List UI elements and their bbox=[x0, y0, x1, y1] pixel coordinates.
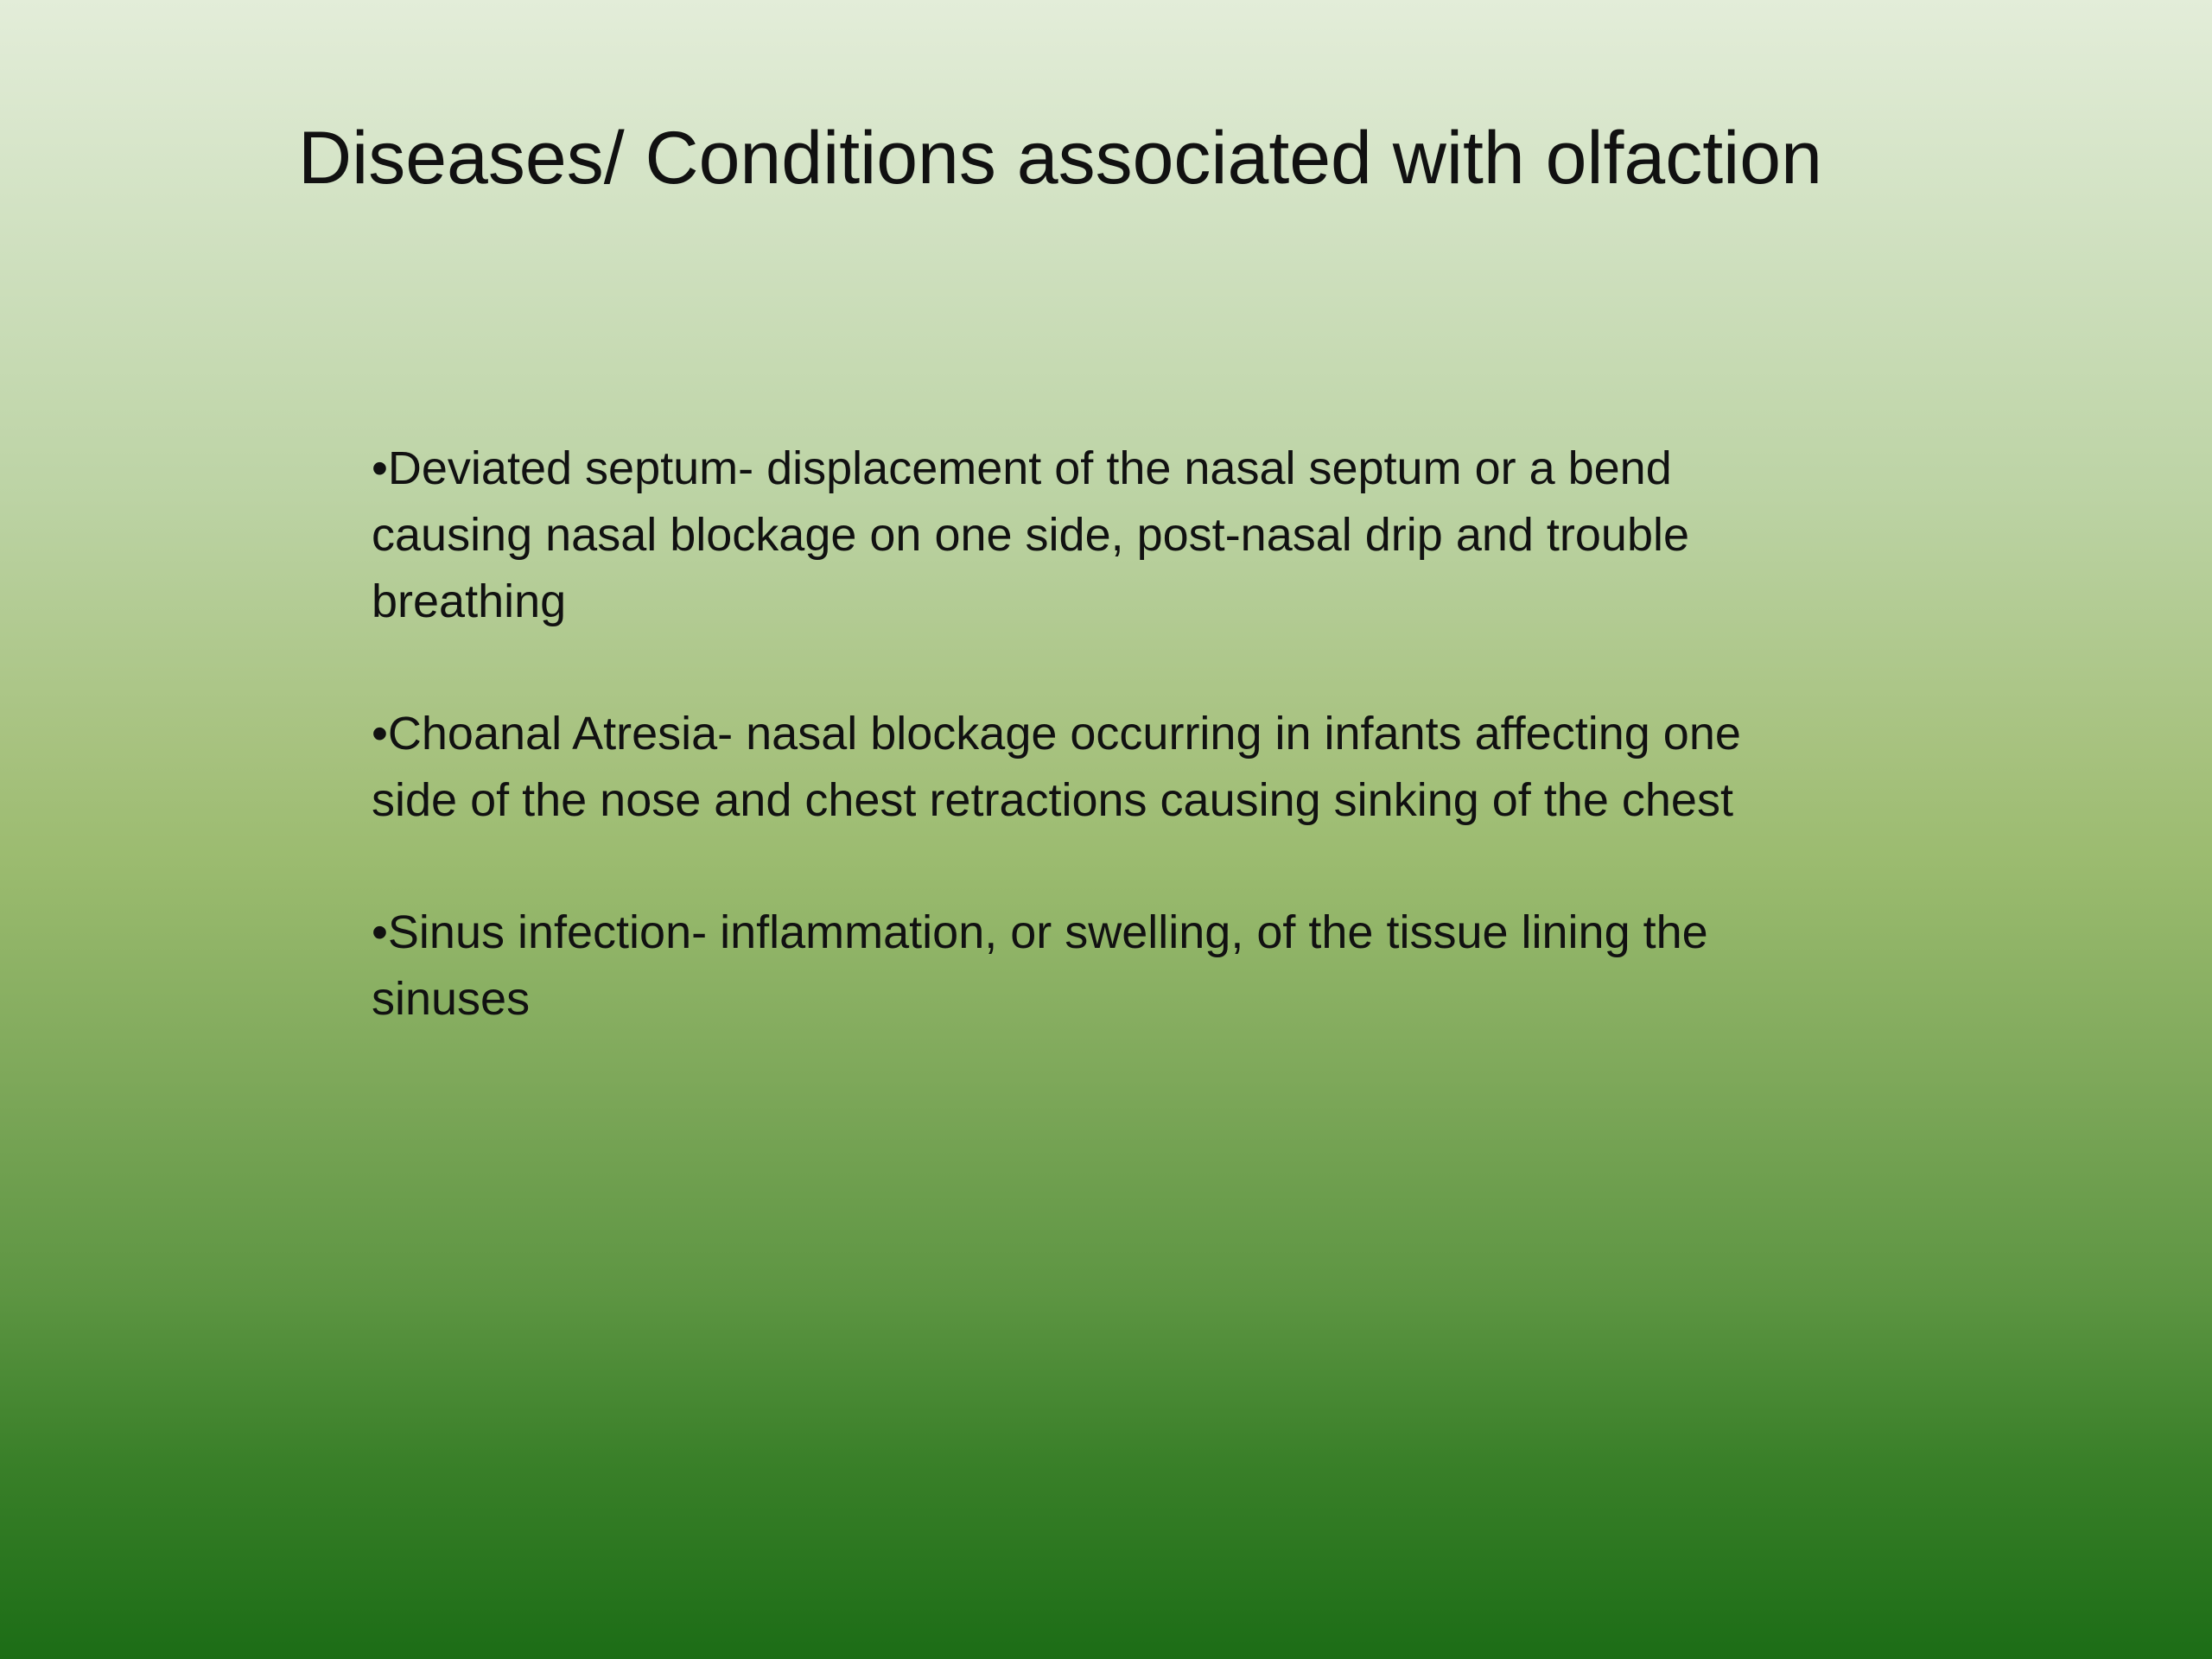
bullet-text: Sinus infection- inflammation, or swelling, of the tissue lining the sinuses bbox=[372, 906, 1708, 1025]
bullet-item-choanal-atresia bbox=[372, 701, 1754, 834]
bullet-list bbox=[372, 435, 1754, 1098]
bullet-text: Choanal Atresia- nasal blockage occurring in infants affecting one side of the nose and chest retractions causing sinking of the chest bbox=[372, 708, 1741, 826]
bullet-item-deviated-septum bbox=[372, 435, 1754, 635]
bullet-marker: • bbox=[372, 442, 388, 494]
bullet-marker: • bbox=[372, 906, 388, 958]
slide-title: Diseases/ Conditions associated with olfaction bbox=[298, 117, 1822, 200]
bullet-text: Deviated septum- displacement of the nasal septum or a bend causing nasal blockage on one side, post-nasal drip and trouble breathing bbox=[372, 442, 1690, 627]
bullet-marker: • bbox=[372, 708, 388, 760]
bullet-item-sinus-infection bbox=[372, 899, 1754, 1033]
